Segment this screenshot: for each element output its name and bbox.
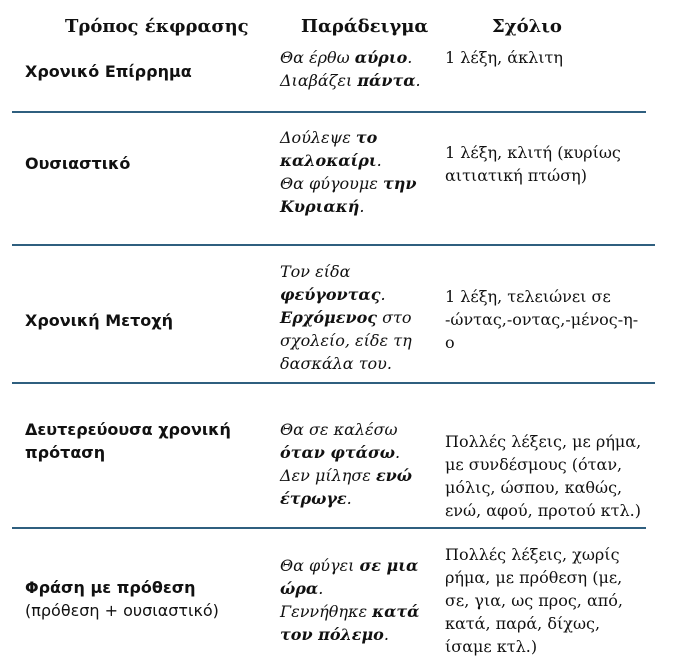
example-text: . — [383, 625, 389, 644]
comment-line: Πολλές λέξεις, με ρήμα, — [445, 432, 642, 451]
example-text: Γεννήθηκε — [280, 602, 373, 621]
comment-line: με συνδέσμους (όταν, — [445, 455, 623, 474]
example-line — [280, 283, 432, 306]
row-example — [280, 126, 432, 218]
comment-line: κατά, παρά, δίχως, — [445, 614, 601, 633]
example-line — [280, 329, 432, 352]
header-example: Παράδειγμα — [301, 16, 429, 37]
comment-line: σε, για, ως προς, από, — [445, 591, 624, 610]
example-emphasis: καλοκαίρι — [280, 151, 377, 170]
example-text: Τον είδα — [280, 262, 351, 281]
example-line — [280, 577, 432, 600]
row-comment — [445, 430, 670, 522]
expression-label: Φράση με πρόθεση — [25, 578, 196, 597]
example-emphasis: αύριο — [354, 48, 408, 67]
row-expression — [25, 60, 265, 83]
example-text: . — [380, 285, 386, 304]
example-line — [280, 464, 432, 487]
comment-line: αιτιατική πτώση) — [445, 166, 587, 185]
example-line — [280, 149, 432, 172]
example-text: Θα έρθω — [280, 48, 355, 67]
expression-label: Ουσιαστικό — [25, 154, 131, 173]
row-expression — [25, 152, 265, 175]
example-emphasis: σε μια — [359, 556, 419, 575]
example-text: Θα σε καλέσω — [280, 420, 398, 439]
example-text: . — [376, 151, 382, 170]
comment-line: ο — [445, 333, 455, 352]
expression-sublabel: (πρόθεση + ουσιαστικό) — [25, 601, 219, 620]
example-text: . — [318, 579, 324, 598]
example-text: στο — [376, 308, 412, 327]
example-emphasis: Ερχόμενος — [280, 308, 377, 327]
comment-line: ίσαμε κτλ.) — [445, 637, 538, 656]
example-line — [280, 260, 432, 283]
example-line — [280, 69, 432, 92]
expression-label: Δευτερεύουσα χρονική πρόταση — [25, 420, 231, 462]
example-line — [280, 623, 432, 646]
example-emphasis: ώρα — [280, 579, 319, 598]
row-separator — [12, 382, 655, 384]
example-text: δασκάλα του. — [280, 354, 392, 373]
example-line — [280, 418, 432, 441]
example-emphasis: όταν φτάσω — [280, 443, 396, 462]
header-expression-mode: Τρόπος έκφρασης — [65, 16, 249, 37]
example-line — [280, 126, 432, 149]
row-expression — [25, 418, 265, 464]
example-line — [280, 352, 432, 375]
example-text: . — [415, 71, 421, 90]
example-emphasis: φεύγοντας — [280, 285, 381, 304]
comment-line: μόλις, ώσπου, καθώς, — [445, 478, 623, 497]
example-text: . — [346, 489, 352, 508]
comment-line: 1 λέξη, άκλιτη — [445, 48, 563, 67]
row-separator — [12, 111, 646, 113]
example-text: . — [395, 443, 401, 462]
example-emphasis: κατά — [372, 602, 420, 621]
row-comment — [445, 46, 670, 69]
example-text: σχολείο, είδε τη — [280, 331, 412, 350]
row-expression — [25, 576, 265, 622]
header-comment: Σχόλιο — [492, 16, 562, 37]
comment-line: ρήμα, με πρόθεση (με, — [445, 568, 623, 587]
row-example — [280, 554, 432, 646]
row-separator — [12, 527, 646, 529]
comment-line: ενώ, αφού, προτού κτλ.) — [445, 501, 641, 520]
example-line — [280, 554, 432, 577]
example-text: . — [359, 197, 365, 216]
row-comment — [445, 285, 670, 354]
example-text: Διαβάζει — [280, 71, 358, 90]
example-emphasis: τον πόλεμο — [280, 625, 384, 644]
example-text: Δεν μίλησε — [280, 466, 376, 485]
comment-line: 1 λέξη, τελειώνει σε — [445, 287, 611, 306]
comment-line: Πολλές λέξεις, χωρίς — [445, 545, 620, 564]
example-emphasis: Κυριακή — [280, 197, 360, 216]
example-line — [280, 46, 432, 69]
example-line — [280, 600, 432, 623]
row-example — [280, 260, 432, 375]
example-text: . — [407, 48, 413, 67]
example-line — [280, 441, 432, 464]
example-text: Δούλεψε — [280, 128, 356, 147]
example-text: Θα φύγουμε — [280, 174, 383, 193]
example-line — [280, 195, 432, 218]
row-separator — [12, 244, 655, 246]
example-emphasis: πάντα — [357, 71, 416, 90]
row-expression — [25, 309, 265, 332]
row-example — [280, 418, 432, 510]
comment-line: 1 λέξη, κλιτή (κυρίως — [445, 143, 621, 162]
row-example — [280, 46, 432, 92]
example-emphasis: έτρωγε — [280, 489, 347, 508]
example-line — [280, 306, 432, 329]
example-emphasis: την — [382, 174, 417, 193]
expression-label: Χρονικό Επίρρημα — [25, 62, 192, 81]
example-line — [280, 172, 432, 195]
row-comment — [445, 141, 670, 187]
example-text: Θα φύγει — [280, 556, 360, 575]
example-line — [280, 487, 432, 510]
comment-line: -ώντας,-οντας,-μένος-η- — [445, 310, 639, 329]
example-emphasis: το — [355, 128, 378, 147]
expression-label: Χρονική Μετοχή — [25, 311, 173, 330]
example-emphasis: ενώ — [375, 466, 413, 485]
row-comment — [445, 543, 670, 658]
